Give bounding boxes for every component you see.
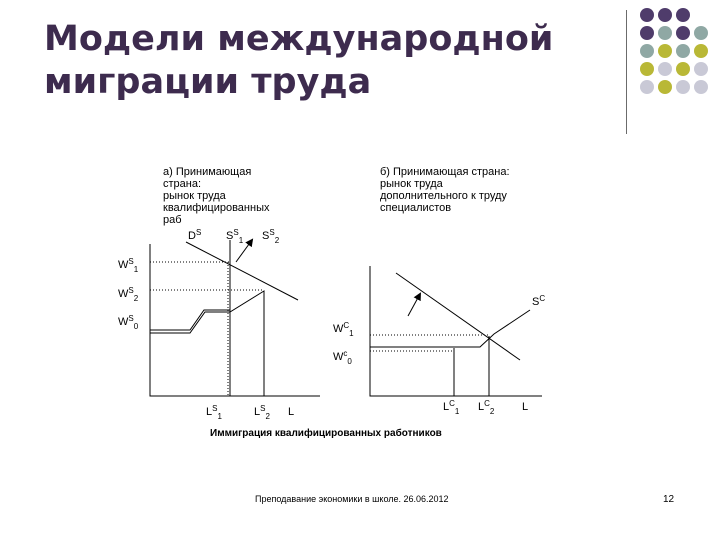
panel-b-axes xyxy=(370,266,542,396)
caption-panel-a: а) Принимающая страна: рынок труда квалифицированных раб xyxy=(163,166,270,226)
page-number: 12 xyxy=(663,494,675,505)
label-ss2: $S^S_2$ xyxy=(262,228,280,245)
label-ws1: $W^S_1$ xyxy=(118,257,139,274)
label-l-right: L xyxy=(522,401,529,413)
label-ls2: $L^S_2$ xyxy=(254,404,270,421)
diagram-bottom-caption: Иммиграция квалифицированных работников xyxy=(210,428,442,439)
label-ss1: $S^S_1$ xyxy=(226,228,244,245)
supply-curve-ss1 xyxy=(150,240,230,330)
supply-curve-ss2 xyxy=(150,291,264,396)
label-lc1: $L^C_1$ xyxy=(443,399,460,416)
panel-a-axes xyxy=(150,244,320,396)
slide-footer: Преподавание экономики в школе. 26.06.2012 xyxy=(255,494,449,504)
demand-shift-arrow xyxy=(408,294,420,316)
label-wc1: $W^C_1$ xyxy=(333,321,354,338)
label-wc0: $W^c_0$ xyxy=(333,349,352,366)
caption-panel-b: б) Принимающая страна: рынок труда дополнительного к труду специалистов xyxy=(380,166,510,214)
title-line-2: миграции труда xyxy=(44,62,372,102)
label-ws0: $W^S_0$ xyxy=(118,314,139,331)
title-line-1: Модели международной xyxy=(44,19,554,59)
label-sc: $S^C$ xyxy=(532,294,546,308)
demand-curve-ds xyxy=(186,242,298,300)
label-ls1: $L^S_1$ xyxy=(206,404,222,421)
label-ds: $D^S$ xyxy=(188,228,202,242)
label-lc2: $L^C_2$ xyxy=(478,399,495,416)
supply-curve-sc xyxy=(370,310,530,347)
label-ws2: $W^S_2$ xyxy=(118,286,139,303)
label-l-left: L xyxy=(288,406,295,418)
